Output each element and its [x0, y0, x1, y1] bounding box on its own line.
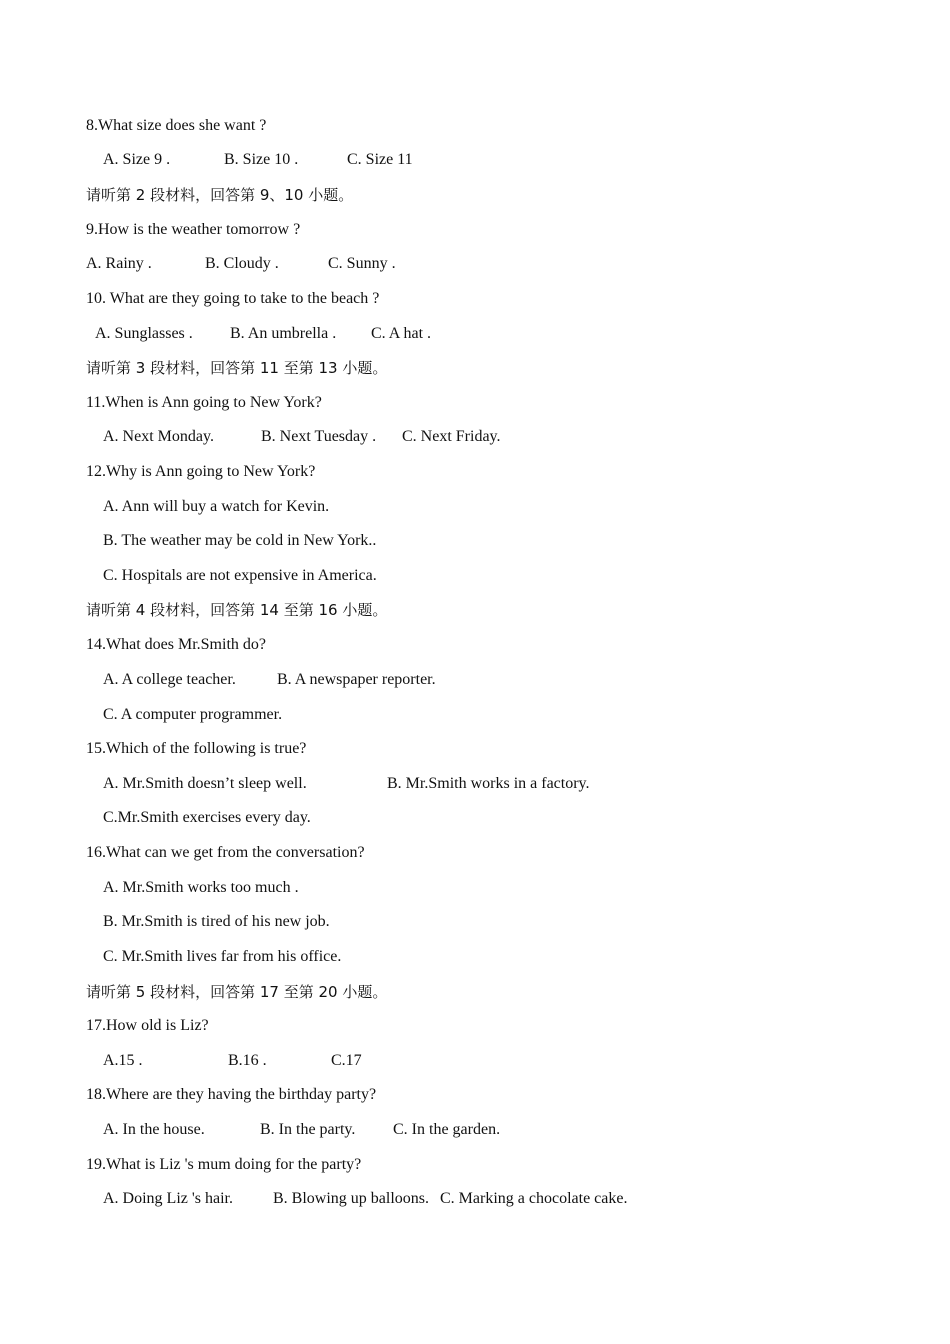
q9-option-b: B. Cloudy .: [205, 255, 279, 272]
q19-options: [103, 1188, 628, 1210]
q11-option-b: B. Next Tuesday .: [261, 428, 377, 445]
q18-option-c: C. In the garden.: [393, 1121, 501, 1138]
q9-options: [86, 253, 396, 275]
q8-question: 8.What size does she want ?: [86, 117, 267, 134]
q8-option-c: C. Size 11: [347, 151, 413, 168]
q16-option-b: B. Mr.Smith is tired of his new job.: [103, 913, 330, 930]
section-4-instruction: 请听第 4 段材料，回答第 14 至第 16 小题。: [86, 601, 388, 619]
q15-options: [103, 773, 590, 795]
q9-question: 9.How is the weather tomorrow ?: [86, 221, 301, 238]
q8-options: [103, 149, 413, 171]
q12-question: 12.Why is Ann going to New York?: [86, 463, 316, 480]
q16-question: 16.What can we get from the conversation?: [86, 844, 365, 861]
q16-option-c: C. Mr.Smith lives far from his office.: [103, 948, 342, 965]
q10-options: [95, 323, 432, 345]
q10-option-c: C. A hat .: [371, 325, 432, 342]
q12-option-a: A. Ann will buy a watch for Kevin.: [103, 498, 330, 515]
q15-option-c: C.Mr.Smith exercises every day.: [103, 809, 311, 826]
q8-option-a: A. Size 9 .: [103, 151, 171, 168]
q16-option-a: A. Mr.Smith works too much .: [103, 879, 299, 896]
q11-option-a: A. Next Monday.: [103, 428, 214, 445]
q15-option-b: B. Mr.Smith works in a factory.: [387, 775, 590, 792]
q17-question: 17.How old is Liz?: [86, 1017, 209, 1034]
q15-option-a: A. Mr.Smith doesn’t sleep well.: [103, 775, 307, 792]
q19-option-c: C. Marking a chocolate cake.: [440, 1190, 628, 1207]
q11-option-c: C. Next Friday.: [402, 428, 501, 445]
q15-question: 15.Which of the following is true?: [86, 740, 307, 757]
q10-option-b: B. An umbrella .: [230, 325, 337, 342]
q14-option-b: B. A newspaper reporter.: [277, 671, 436, 688]
q18-options: [103, 1119, 501, 1141]
q17-option-a: A.15 .: [103, 1052, 143, 1069]
q12-option-c: C. Hospitals are not expensive in America.: [103, 567, 377, 584]
q19-option-a: A. Doing Liz 's hair.: [103, 1190, 233, 1207]
q18-option-b: B. In the party.: [260, 1121, 356, 1138]
q19-question: 19.What is Liz 's mum doing for the party?: [86, 1156, 362, 1173]
q11-question: 11.When is Ann going to New York?: [86, 394, 322, 411]
q11-options: [103, 426, 501, 448]
q14-option-a: A. A college teacher.: [103, 671, 236, 688]
q9-option-c: C. Sunny .: [328, 255, 396, 272]
q17-options: [103, 1050, 362, 1072]
q14-options: [103, 669, 436, 691]
q8-option-b: B. Size 10 .: [224, 151, 299, 168]
q12-option-b: B. The weather may be cold in New York..: [103, 532, 377, 549]
section-5-instruction: 请听第 5 段材料，回答第 17 至第 20 小题。: [86, 983, 388, 1001]
q18-option-a: A. In the house.: [103, 1121, 205, 1138]
q9-option-a: A. Rainy .: [86, 255, 152, 272]
q14-option-c: C. A computer programmer.: [103, 706, 283, 723]
q14-question: 14.What does Mr.Smith do?: [86, 636, 266, 653]
q10-question: 10. What are they going to take to the beach ?: [86, 290, 380, 307]
q17-option-b: B.16 .: [228, 1052, 267, 1069]
section-3-instruction: 请听第 3 段材料，回答第 11 至第 13 小题。: [86, 359, 388, 377]
q18-question: 18.Where are they having the birthday party?: [86, 1086, 377, 1103]
section-2-instruction: 请听第 2 段材料，回答第 9、10 小题。: [86, 186, 354, 204]
q19-option-b: B. Blowing up balloons.: [273, 1190, 430, 1207]
q17-option-c: C.17: [331, 1052, 362, 1069]
q10-option-a: A. Sunglasses .: [95, 325, 193, 342]
